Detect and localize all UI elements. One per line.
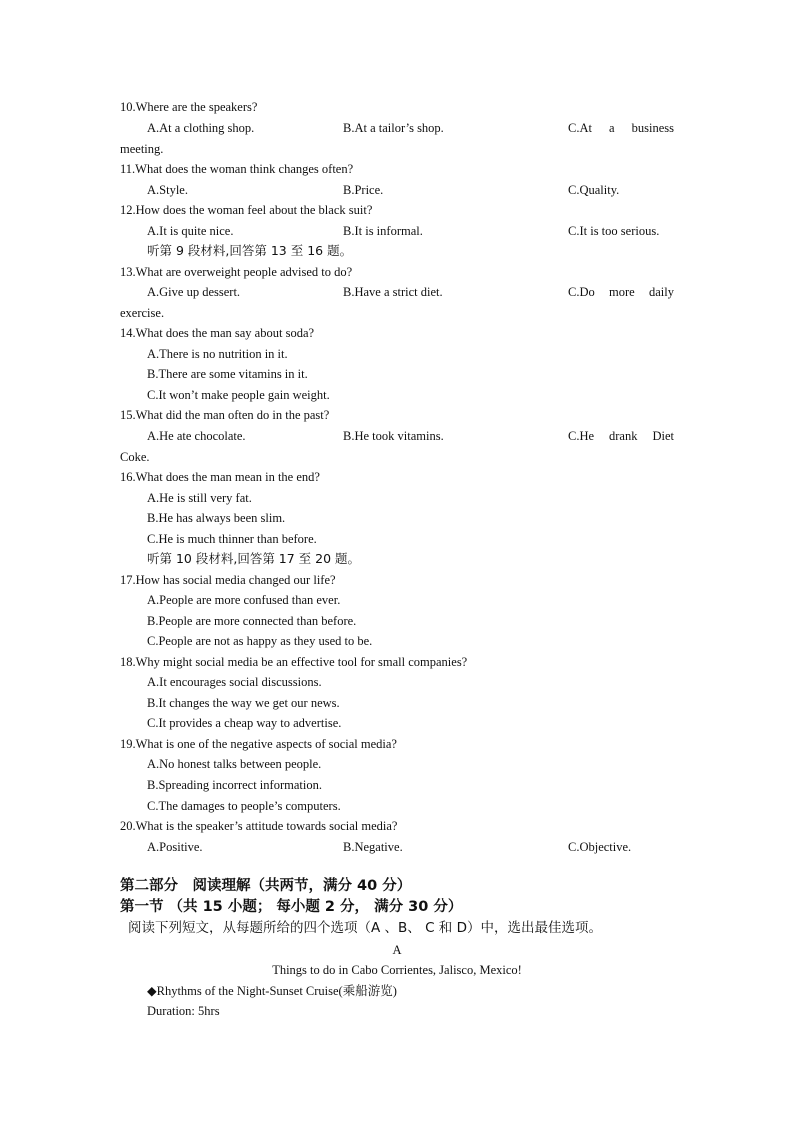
listening-section-10-instruction: 听第 10 段材料,回答第 17 至 20 题。 [147,551,361,566]
question-17-option-b: B.People are more connected than before. [147,614,357,628]
passage-title: Things to do in Cabo Corrientes, Jalisco, Mexico! [272,963,522,977]
question-15-option-b: B.He took vitamins. [343,429,444,443]
question-19-stem: 19.What is one of the negative aspects of social media? [120,737,397,751]
question-16-option-b: B.He has always been slim. [147,511,286,525]
section-one-heading: 第一节 （共 15 小题； 每小题 2 分， 满分 30 分） [120,899,463,915]
question-10-option-b: B.At a tailor’s shop. [343,121,444,135]
question-11-option-b: B.Price. [343,183,384,197]
question-12-option-a: A.It is quite nice. [147,224,234,238]
passage-item-duration: Duration: 5hrs [147,1004,220,1018]
question-12-option-c: C.It is too serious. [568,224,660,238]
listening-section-9-instruction: 听第 9 段材料,回答第 13 至 16 题。 [147,243,353,258]
question-20-option-a: A.Positive. [147,840,203,854]
question-13-stem: 13.What are overweight people advised to do? [120,265,353,279]
passage-letter: A [392,943,402,957]
question-18-stem: 18.Why might social media be an effective tool for small companies? [120,655,468,669]
question-10-option-a: A.At a clothing shop. [147,121,255,135]
question-13-option-a: A.Give up dessert. [147,285,241,299]
question-14-option-b: B.There are some vitamins in it. [147,367,308,381]
question-20-stem: 20.What is the speaker’s attitude towards social media? [120,819,398,833]
question-13-option-c: C.Do more daily [568,285,674,299]
question-10-option-c: C.At a business [568,121,674,135]
question-20-option-c: C.Objective. [568,840,632,854]
question-17-option-a: A.People are more confused than ever. [147,593,341,607]
question-20-option-b: B.Negative. [343,840,403,854]
question-16-stem: 16.What does the man mean in the end? [120,470,320,484]
question-18-option-b: B.It changes the way we get our news. [147,696,340,710]
question-12-stem: 12.How does the woman feel about the black suit? [120,203,373,217]
question-15-option-a: A.He ate chocolate. [147,429,246,443]
question-18-option-a: A.It encourages social discussions. [147,675,322,689]
question-15-option-c-continued: Coke. [120,450,150,464]
question-19-option-b: B.Spreading incorrect information. [147,778,322,792]
question-17-option-c: C.People are not as happy as they used to be. [147,634,373,648]
question-11-stem: 11.What does the woman think changes often? [120,162,354,176]
reading-instruction: 阅读下列短文，从每题所给的四个选项（A 、B、 C 和 D）中，选出最佳选项。 [128,920,602,936]
question-17-stem: 17.How has social media changed our life? [120,573,336,587]
question-16-option-c: C.He is much thinner than before. [147,532,317,546]
question-13-option-b: B.Have a strict diet. [343,285,443,299]
question-19-option-c: C.The damages to people’s computers. [147,799,341,813]
question-12-option-b: B.It is informal. [343,224,423,238]
question-11-option-c: C.Quality. [568,183,620,197]
question-11-option-a: A.Style. [147,183,188,197]
question-14-option-a: A.There is no nutrition in it. [147,347,288,361]
question-14-option-c: C.It won’t make people gain weight. [147,388,330,402]
question-15-stem: 15.What did the man often do in the past? [120,408,330,422]
question-18-option-c: C.It provides a cheap way to advertise. [147,716,342,730]
question-10-stem: 10.Where are the speakers? [120,100,258,114]
question-13-option-c-continued: exercise. [120,306,165,320]
question-16-option-a: A.He is still very fat. [147,491,252,505]
part-two-heading: 第二部分 阅读理解（共两节，满分 40 分） [120,878,412,894]
question-19-option-a: A.No honest talks between people. [147,757,322,771]
question-14-stem: 14.What does the man say about soda? [120,326,315,340]
passage-item-title: ◆Rhythms of the Night-Sunset Cruise(乘船游览) [147,984,397,998]
question-15-option-c: C.He drank Diet [568,429,674,443]
question-10-option-c-continued: meeting. [120,142,164,156]
